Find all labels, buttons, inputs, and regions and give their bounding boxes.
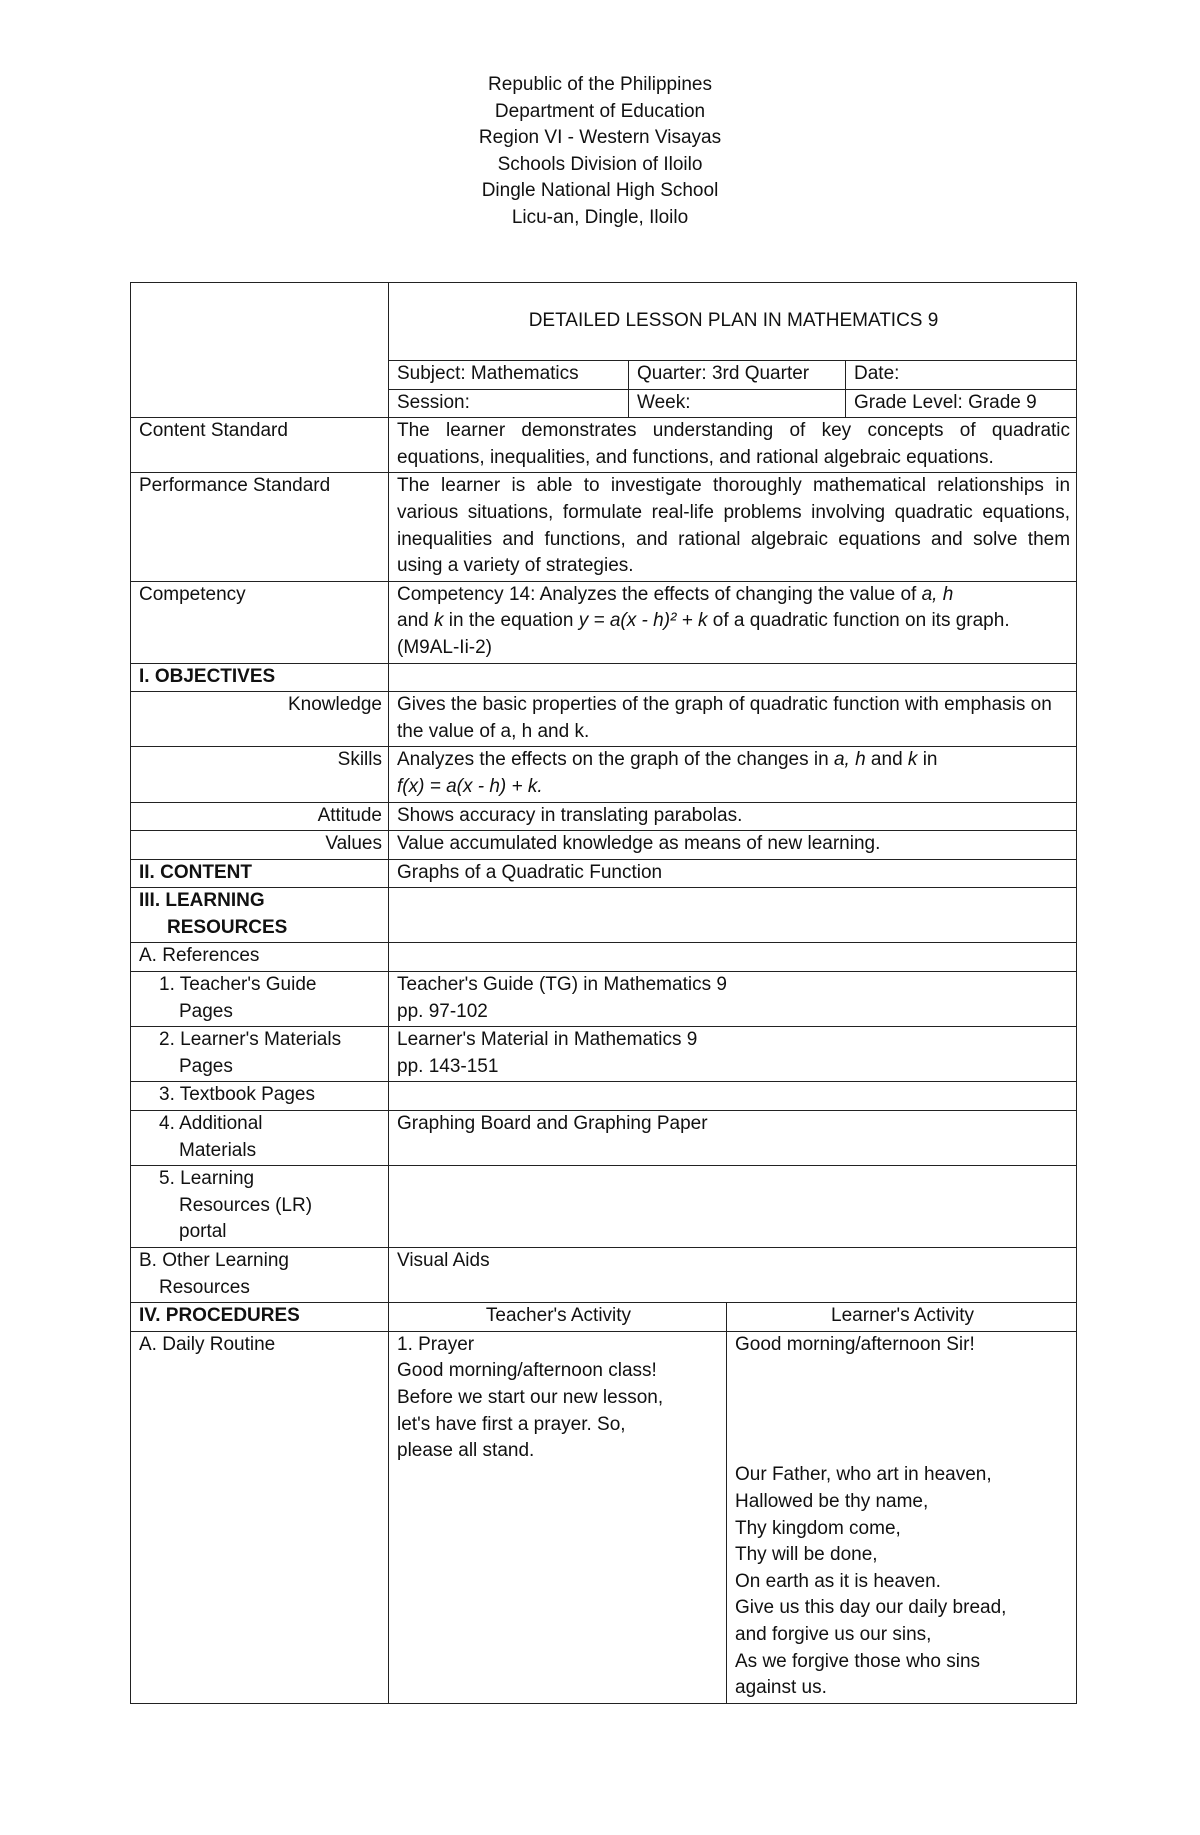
learners-materials-label-2: Pages (179, 1055, 233, 1077)
content-standard-label: Content Standard (131, 418, 389, 473)
teacher-line: let's have first a prayer. So, (397, 1413, 626, 1435)
prayer-line: Thy will be done, (735, 1544, 878, 1566)
other-resources-text: Visual Aids (389, 1248, 1077, 1303)
letterhead-department: Department of Education (494, 100, 706, 122)
prayer-line: Hallowed be thy name, (735, 1490, 929, 1512)
learning-resources-blank (389, 888, 1077, 943)
lr-portal-label (131, 1166, 389, 1248)
objectives-heading: I. OBJECTIVES (131, 663, 389, 692)
plan-grade-level: Grade Level: Grade 9 (846, 389, 1077, 418)
values-text: Value accumulated knowledge as means of new learning. (389, 831, 1077, 860)
daily-routine-label: A. Daily Routine (131, 1331, 389, 1703)
content-heading: II. CONTENT (131, 859, 389, 888)
other-resources-label-2: Resources (159, 1276, 250, 1298)
plan-quarter: Quarter: 3rd Quarter (629, 361, 846, 390)
competency-part-a: Competency 14: Analyzes the effects of changing the value of (397, 583, 922, 605)
values-label: Values (131, 831, 389, 860)
teacher-activity-cell (389, 1331, 727, 1703)
teachers-guide-text-1: Teacher's Guide (TG) in Mathematics 9 (397, 974, 727, 996)
prayer-line: On earth as it is heaven. (735, 1570, 941, 1592)
teacher-activity-header: Teacher's Activity (389, 1303, 727, 1332)
letterhead-division: Schools Division of Iloilo (497, 153, 703, 175)
skills-part-a: Analyzes the effects on the graph of the changes in (397, 749, 834, 771)
prayer-line: As we forgive those who sins (735, 1650, 981, 1672)
knowledge-text: Gives the basic properties of the graph of quadratic function with emphasis on the value of a, h and k. (389, 692, 1077, 747)
lr-portal-label-3: portal (179, 1221, 227, 1243)
performance-standard-label: Performance Standard (131, 473, 389, 581)
learners-materials-text-1: Learner's Material in Mathematics 9 (397, 1029, 698, 1051)
competency-part-d: of a quadratic function on its graph. (M9AL-Ii-2) (397, 610, 1010, 658)
prayer-line: and forgive us our sins, (735, 1623, 932, 1645)
learner-greeting: Good morning/afternoon Sir! (735, 1333, 975, 1355)
prayer-line: Give us this day our daily bread, (735, 1597, 1007, 1619)
content-standard-text: The learner demonstrates understanding of key concepts of quadratic equations, inequalities, and functions, and rational algebraic equations. (389, 418, 1077, 473)
teachers-guide-label-2: Pages (179, 1000, 233, 1022)
letterhead-school: Dingle National High School (481, 180, 719, 202)
plan-session: Session: (389, 389, 629, 418)
competency-part-c: in the equation (443, 610, 579, 632)
learning-resources-heading-1: III. LEARNING (139, 890, 265, 912)
learners-materials-text-2: pp. 143-151 (397, 1055, 499, 1077)
lr-portal-blank (389, 1166, 1077, 1248)
textbook-pages-label: 3. Textbook Pages (131, 1082, 389, 1111)
additional-materials-text: Graphing Board and Graphing Paper (389, 1111, 1077, 1166)
plan-subject: Subject: Mathematics (389, 361, 629, 390)
learners-materials-label-1: 2. Learner's Materials (159, 1029, 342, 1051)
prayer-line: against us. (735, 1677, 827, 1699)
skills-equation: f(x) = a(x - h) + k. (397, 775, 543, 797)
letterhead (0, 72, 1200, 232)
references-blank (389, 943, 1077, 972)
additional-materials-label-2: Materials (179, 1139, 257, 1161)
plan-week: Week: (629, 389, 846, 418)
letterhead-republic: Republic of the Philippines (488, 74, 712, 95)
procedures-heading: IV. PROCEDURES (131, 1303, 389, 1332)
objectives-blank (389, 663, 1077, 692)
other-resources-label-1: B. Other Learning (139, 1250, 289, 1271)
skills-var-k: k (907, 749, 918, 771)
lr-portal-label-2: Resources (LR) (179, 1194, 313, 1216)
prayer-line: Our Father, who art in heaven, (735, 1464, 992, 1486)
attitude-text: Shows accuracy in translating parabolas. (389, 802, 1077, 831)
letterhead-address: Licu-an, Dingle, Iloilo (511, 206, 689, 228)
learners-materials-text (389, 1027, 1077, 1082)
learning-resources-heading-2: RESOURCES (167, 916, 288, 938)
skills-in: in (917, 749, 938, 771)
competency-part-b: and (397, 610, 434, 632)
textbook-pages-blank (389, 1082, 1077, 1111)
additional-materials-label-1: 4. Additional (159, 1113, 263, 1135)
knowledge-label: Knowledge (131, 692, 389, 747)
plan-title: DETAILED LESSON PLAN IN MATHEMATICS 9 (389, 283, 1077, 361)
teachers-guide-label-1: 1. Teacher's Guide (159, 974, 317, 996)
teacher-line: Before we start our new lesson, (397, 1386, 664, 1408)
teacher-line: 1. Prayer (397, 1333, 475, 1355)
competency-text (389, 581, 1077, 663)
teachers-guide-text-2: pp. 97-102 (397, 1000, 488, 1022)
teacher-line: Good morning/afternoon class! (397, 1360, 657, 1382)
skills-text (389, 747, 1077, 802)
skills-and: and (865, 749, 908, 771)
skills-label: Skills (131, 747, 389, 802)
prayer-line: Thy kingdom come, (735, 1517, 901, 1539)
learner-activity-cell (727, 1331, 1077, 1703)
teachers-guide-label (131, 972, 389, 1027)
learners-materials-label (131, 1027, 389, 1082)
lr-portal-label-1: 5. Learning (159, 1168, 255, 1190)
additional-materials-label (131, 1111, 389, 1166)
references-label: A. References (131, 943, 389, 972)
other-resources-label (131, 1248, 389, 1303)
attitude-label: Attitude (131, 802, 389, 831)
letterhead-region: Region VI - Western Visayas (478, 127, 722, 149)
plan-date: Date: (846, 361, 1077, 390)
performance-standard-text: The learner is able to investigate thoroughly mathematical relationships in various situations, formulate real-life problems involving quadratic equations, inequalities and functions, and rational algebraic equations and solve them using a variety of strategies. (389, 473, 1077, 581)
teacher-line: please all stand. (397, 1440, 535, 1462)
content-text: Graphs of a Quadratic Function (389, 859, 1077, 888)
lesson-plan-table (130, 282, 1077, 1704)
competency-var-k: k (433, 610, 444, 632)
teachers-guide-text (389, 972, 1077, 1027)
competency-equation: y = a(x - h)² + k (578, 610, 708, 632)
learner-activity-header: Learner's Activity (727, 1303, 1077, 1332)
skills-vars-ah: a, h (833, 749, 866, 771)
competency-label: Competency (131, 581, 389, 663)
learning-resources-heading (131, 888, 389, 943)
header-blank-cell (131, 283, 389, 418)
competency-vars-ah: a, h (921, 583, 954, 605)
